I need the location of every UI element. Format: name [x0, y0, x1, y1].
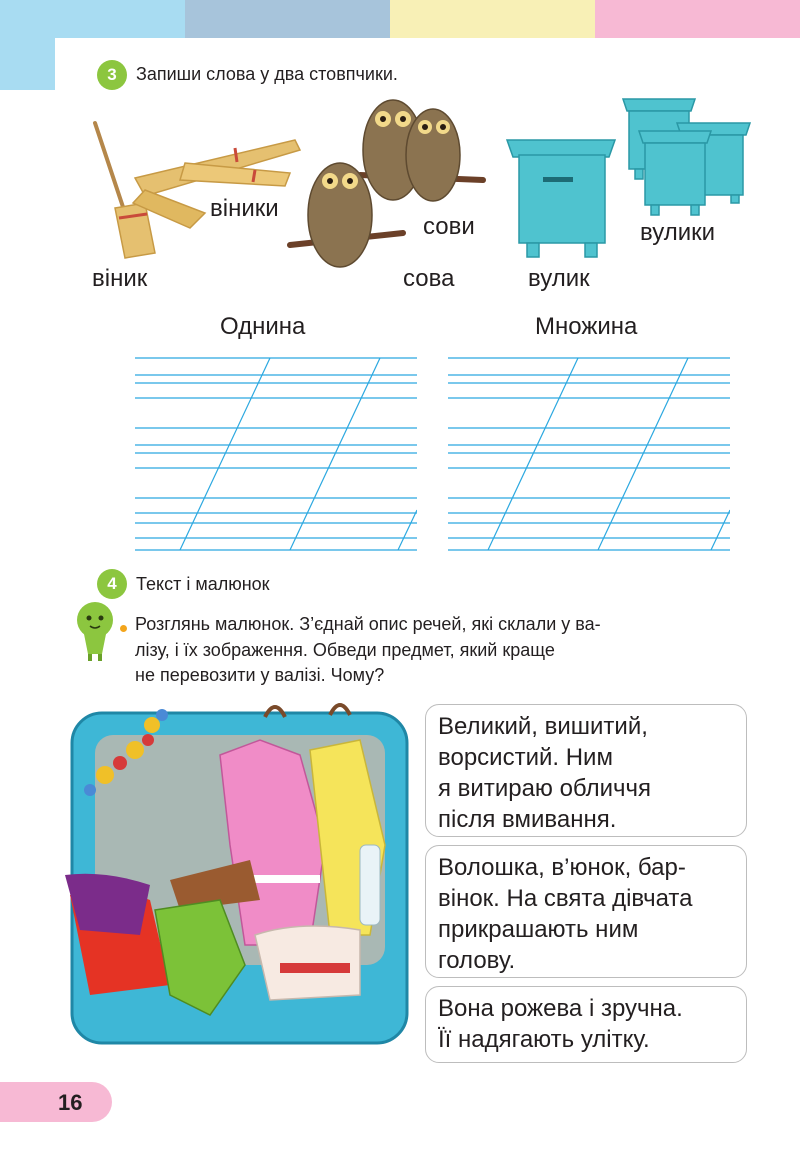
- description-line: голову.: [438, 947, 516, 974]
- task4-number-badge: 4: [97, 569, 127, 599]
- task3-instruction: Запиши слова у два стовпчики.: [136, 64, 398, 84]
- word-sova: сова: [403, 265, 455, 292]
- page-number-tab: [0, 1082, 112, 1122]
- header-corner-accent: [0, 38, 55, 90]
- description-line: я витираю обличчя: [438, 775, 652, 802]
- description-box-dress[interactable]: [425, 986, 747, 1063]
- suitcase-illustration: [60, 695, 420, 1050]
- header-stripe-blue: [0, 0, 185, 38]
- description-line: прикрашають ним: [438, 916, 639, 943]
- column-title-singular: Однина: [220, 313, 306, 340]
- word-vinyky: віники: [210, 195, 279, 222]
- task4-title: Текст і малюнок: [136, 574, 270, 594]
- word-vulyk: вулик: [528, 265, 590, 292]
- writing-lines-singular[interactable]: [135, 355, 417, 555]
- description-box-wreath[interactable]: [425, 845, 747, 978]
- writing-lines-plural[interactable]: [448, 355, 730, 555]
- header-stripe-pink: [595, 0, 800, 38]
- description-box-towel[interactable]: [425, 704, 747, 837]
- word-vinyk: віник: [92, 265, 148, 292]
- word-sovy: сови: [423, 213, 475, 240]
- column-title-plural: Множина: [535, 313, 638, 340]
- broom-illustration: [85, 118, 305, 268]
- word-vulyky: вулики: [640, 219, 716, 246]
- header-stripe-steel: [185, 0, 390, 38]
- owls-illustration: [285, 95, 490, 275]
- beehives-illustration: [505, 95, 755, 265]
- task4-instruction-line-1: Розглянь малюнок. З’єднай опис речей, які склали у ва-: [135, 614, 601, 634]
- description-line: Вона рожева і зручна.: [438, 995, 683, 1022]
- task4-instruction-line-2: лізу, і їх зображення. Обведи предмет, який краще: [135, 640, 555, 660]
- page-number: 16: [58, 1090, 83, 1115]
- task4-instruction-line-3: не перевозити у валізі. Чому?: [135, 665, 385, 685]
- description-line: вінок. На свята дівчата: [438, 885, 693, 912]
- bullet-dot: [120, 625, 127, 632]
- mascot-icon: [70, 598, 120, 663]
- description-line: Її надягають улітку.: [438, 1026, 650, 1053]
- description-line: ворсистий. Ним: [438, 744, 613, 771]
- description-line: Великий, вишитий,: [438, 713, 648, 740]
- description-line: після вмивання.: [438, 806, 617, 833]
- header-stripe-yellow: [390, 0, 595, 38]
- task3-number-badge: 3: [97, 60, 127, 90]
- description-line: Волошка, в’юнок, бар-: [438, 854, 686, 881]
